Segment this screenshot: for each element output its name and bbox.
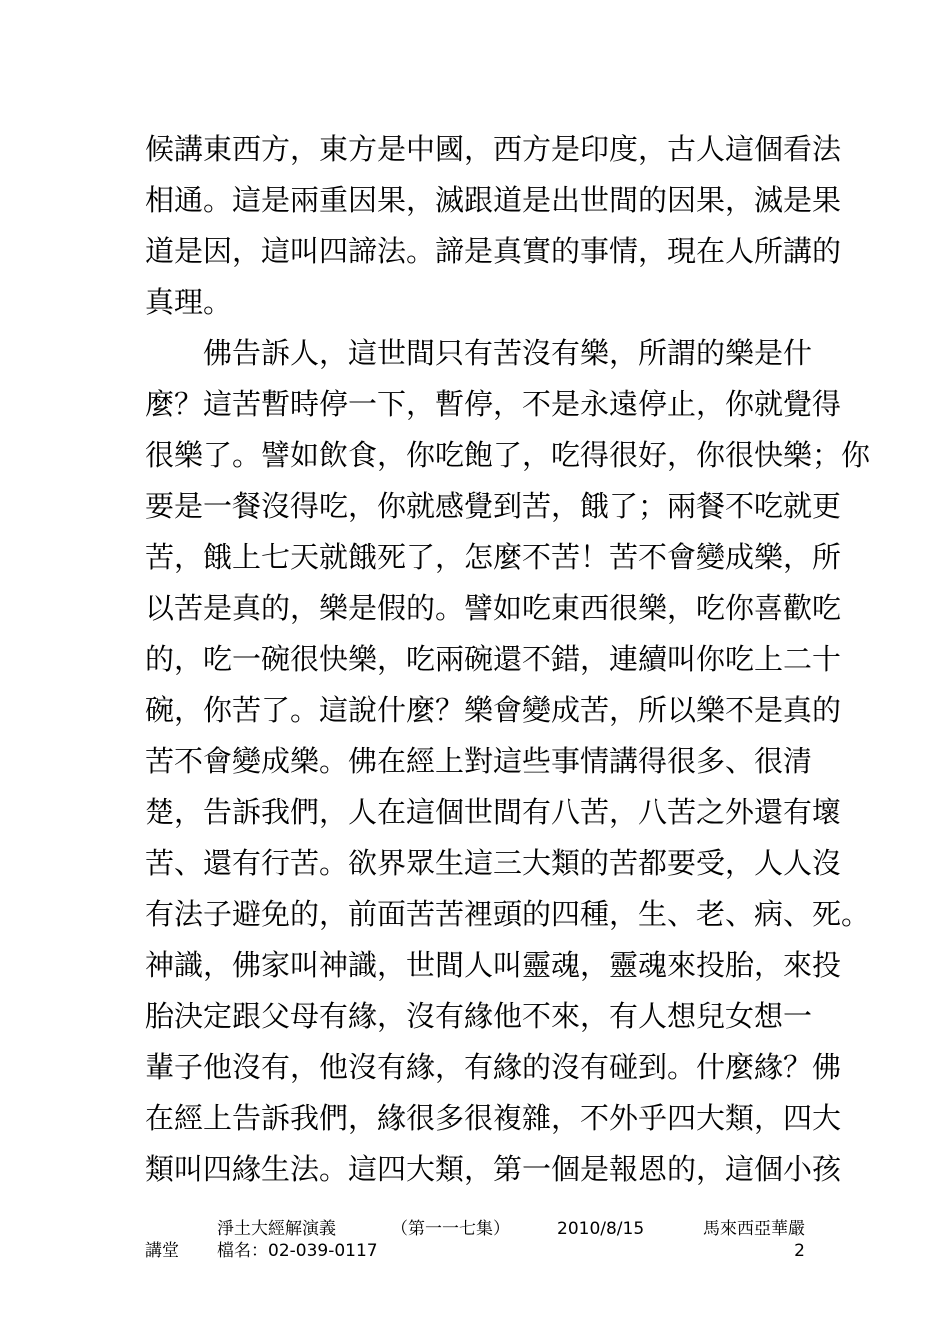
text-line: 類叫四緣生法。這四大類，第一個是報恩的，這個小孩 bbox=[145, 1152, 842, 1186]
text-line: 苦、還有行苦。欲界眾生這三大類的苦都要受，人人沒 bbox=[145, 846, 842, 880]
text-line: 苦，餓上七天就餓死了，怎麼不苦！苦不會變成樂，所 bbox=[145, 540, 842, 574]
text-line: 碗，你苦了。這說什麼？樂會變成苦，所以樂不是真的 bbox=[145, 693, 842, 727]
footer-title: 淨土大經解演義 bbox=[217, 1219, 336, 1239]
text-line: 相通。這是兩重因果，滅跟道是出世間的因果，滅是果 bbox=[145, 183, 842, 217]
footer-file-name: 檔名：02-039-0117 bbox=[217, 1241, 378, 1261]
text-line: 候講東西方，東方是中國，西方是印度，古人這個看法 bbox=[145, 132, 842, 166]
text-line: 輩子他沒有，他沒有緣，有緣的沒有碰到。什麼緣？佛 bbox=[145, 1050, 842, 1084]
footer-episode: （第一一七集） bbox=[391, 1219, 510, 1239]
footer-venue: 馬來西亞華嚴 bbox=[703, 1219, 805, 1239]
text-line: 道是因，這叫四諦法。諦是真實的事情，現在人所講的 bbox=[145, 234, 842, 268]
text-line: 以苦是真的，樂是假的。譬如吃東西很樂，吃你喜歡吃 bbox=[145, 591, 842, 625]
text-line: 楚，告訴我們，人在這個世間有八苦，八苦之外還有壞 bbox=[145, 795, 842, 829]
text-line: 有法子避免的，前面苦苦裡頭的四種，生、老、病、死。 bbox=[145, 897, 871, 931]
footer-date: 2010/8/15 bbox=[557, 1219, 645, 1239]
page-footer bbox=[145, 1218, 805, 1262]
page-number: 2 bbox=[794, 1241, 805, 1261]
text-line: 胎決定跟父母有緣，沒有緣他不來，有人想兒女想一 bbox=[145, 999, 813, 1033]
footer-row-2 bbox=[145, 1240, 805, 1262]
text-line: 佛告訴人，這世間只有苦沒有樂，所謂的樂是什 bbox=[145, 336, 813, 370]
body-text bbox=[145, 124, 871, 1195]
text-line: 很樂了。譬如飲食，你吃飽了，吃得很好，你很快樂；你 bbox=[145, 438, 871, 472]
text-line: 的，吃一碗很快樂，吃兩碗還不錯，連續叫你吃上二十 bbox=[145, 642, 842, 676]
footer-venue-continued: 講堂 bbox=[145, 1241, 179, 1261]
text-line: 要是一餐沒得吃，你就感覺到苦，餓了；兩餐不吃就更 bbox=[145, 489, 842, 523]
text-line: 麼？這苦暫時停一下，暫停，不是永遠停止，你就覺得 bbox=[145, 387, 842, 421]
text-line: 在經上告訴我們，緣很多很複雜，不外乎四大類，四大 bbox=[145, 1101, 842, 1135]
text-line: 真理。 bbox=[145, 285, 233, 319]
footer-row-1 bbox=[145, 1218, 805, 1240]
text-line: 苦不會變成樂。佛在經上對這些事情講得很多、很清 bbox=[145, 744, 813, 778]
text-line: 神識，佛家叫神識，世間人叫靈魂，靈魂來投胎，來投 bbox=[145, 948, 842, 982]
